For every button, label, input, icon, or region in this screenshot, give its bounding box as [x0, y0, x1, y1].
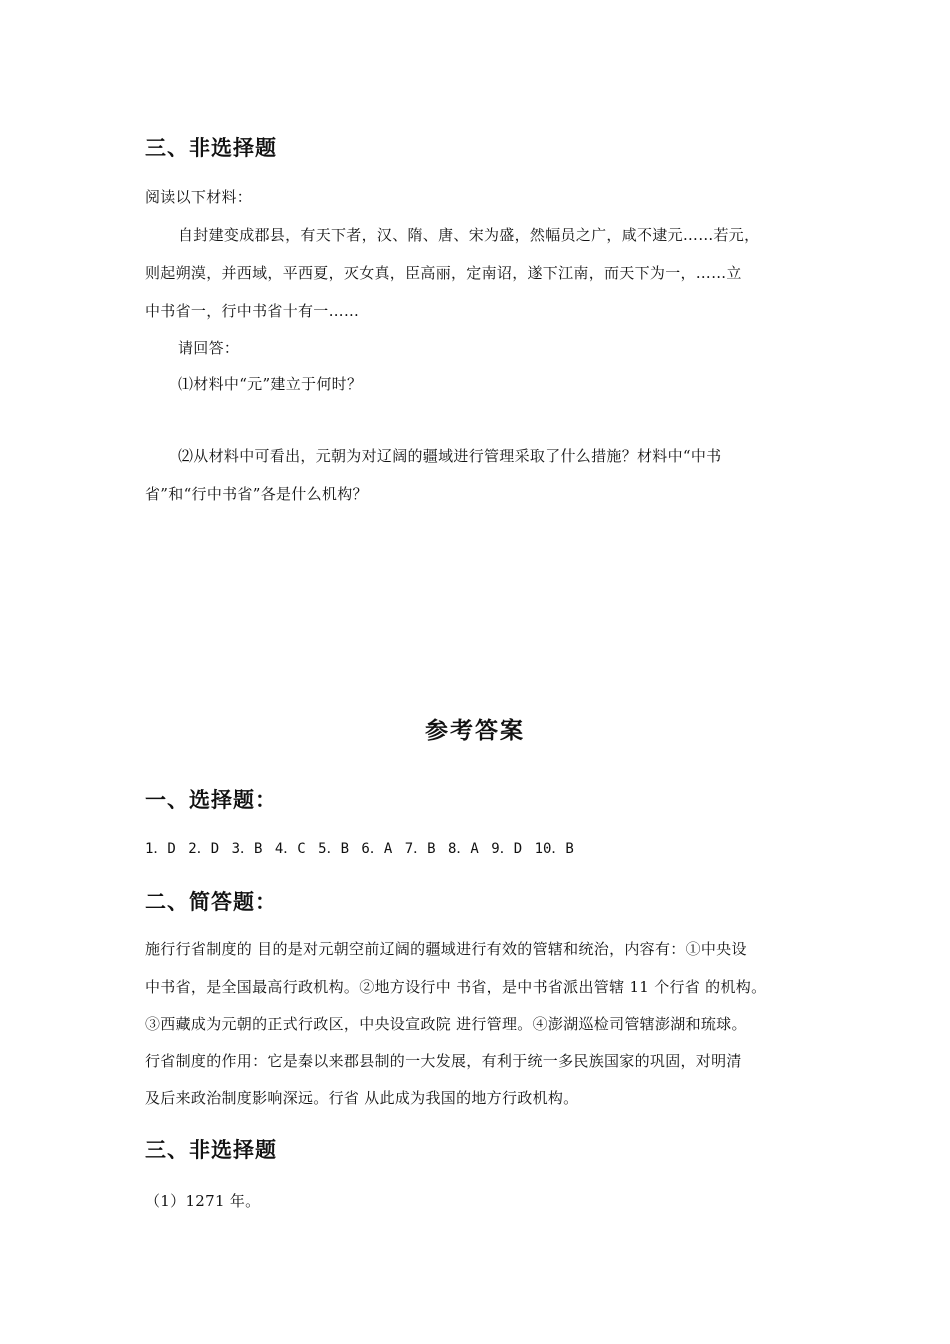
answers-part2-line-1: 施行行省制度的 目的是对元朝空前辽阔的疆域进行有效的管辖和统治，内容有：①中央设: [145, 940, 747, 958]
answers-part2-line-5: 及后来政治制度影响深远。行省 从此成为我国的地方行政机构。: [145, 1089, 579, 1107]
question-2-line-1: ⑵从材料中可看出，元朝为对辽阔的疆域进行管理采取了什么措施？材料中“中书: [178, 447, 722, 465]
question-1: ⑴材料中“元”建立于何时？: [178, 375, 363, 393]
answers-title: 参考答案: [425, 718, 525, 744]
answers-part3-heading: 三、非选择题: [145, 1138, 277, 1162]
question-2-line-2: 省”和“行中书省”各是什么机构？: [145, 485, 368, 503]
answers-part2-line-4: 行省制度的作用：它是秦以来郡县制的一大发展，有利于统一多民族国家的巩固，对明清: [145, 1052, 742, 1070]
material-line-3: 中书省一，行中书省十有一……: [145, 302, 360, 320]
answers-choice-list: 1．D 2．D 3．B 4．C 5．B 6．A 7．B 8．A 9．D 10．B: [145, 841, 574, 857]
material-line-1: 自封建变成郡县，有天下者，汉、隋、唐、宋为盛，然幅员之广，咸不逮元……若元，: [178, 226, 760, 244]
answers-part2-heading: 二、简答题：: [145, 890, 277, 914]
question-prompt: 请回答：: [178, 339, 240, 357]
answers-part2-line-2: 中书省，是全国最高行政机构。②地方设行中 书省，是中书省派出管辖 11 个行省 的机构。: [145, 978, 767, 996]
material-line-2: 则起朔漠，并西域，平西夏，灭女真，臣高丽，定南诏，遂下江南，而天下为一，……立: [145, 264, 742, 282]
answers-part2-line-3: ③西藏成为元朝的正式行政区，中央设宣政院 进行管理。④澎湖巡检司管辖澎湖和琉球。: [145, 1015, 747, 1033]
answers-part3-line: （1）1271 年。: [145, 1192, 261, 1210]
material-intro: 阅读以下材料：: [145, 188, 253, 206]
section-heading-nonchoice: 三、非选择题: [145, 136, 277, 160]
answers-part1-heading: 一、选择题：: [145, 788, 277, 812]
